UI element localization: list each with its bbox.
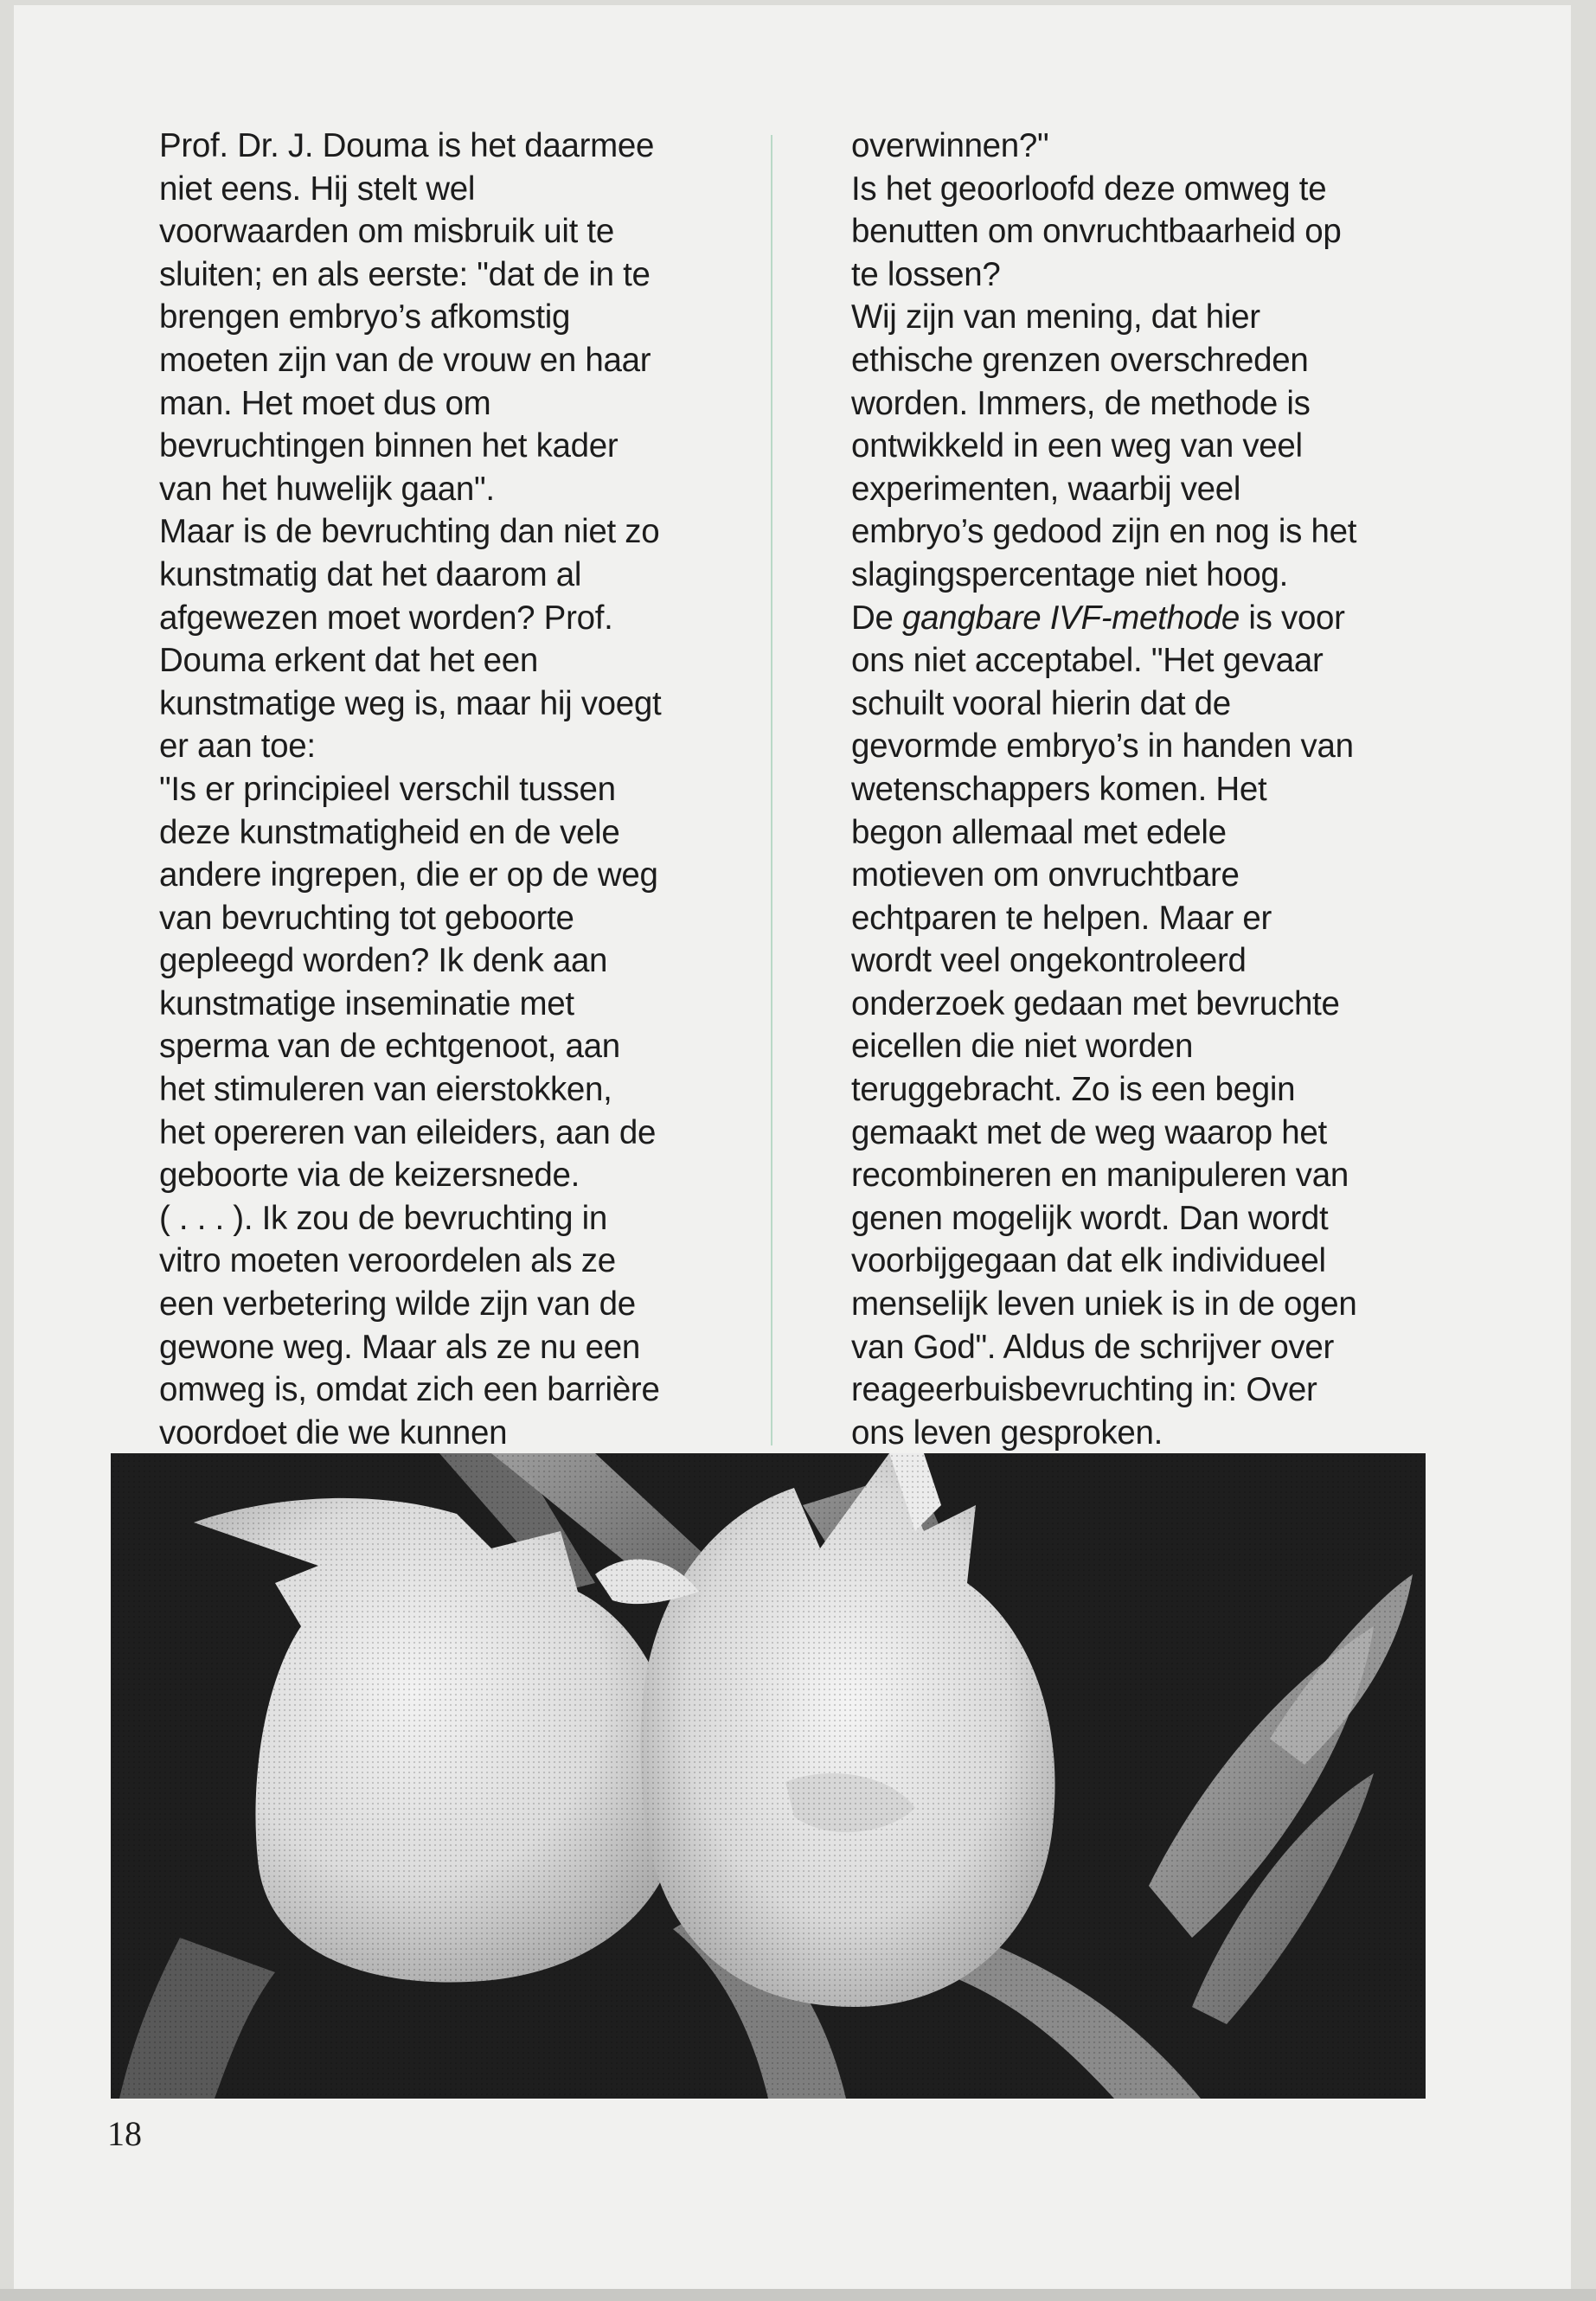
text-line: Maar is de bevruchting dan niet zo xyxy=(159,513,660,551)
text-line: worden. Immers, de methode is xyxy=(851,384,1311,422)
scan-edge xyxy=(0,2289,1596,2301)
text-line: man. Het moet dus om xyxy=(159,384,491,422)
text-line: te lossen? xyxy=(851,255,1001,293)
text-line: van God". Aldus de schrijver over xyxy=(851,1328,1335,1366)
text-line: afgewezen moet worden? Prof. xyxy=(159,599,613,637)
text-line: bevruchtingen binnen het kader xyxy=(159,427,619,465)
text-line: voordoet die we kunnen xyxy=(159,1413,508,1452)
page-number: 18 xyxy=(107,2114,142,2153)
tulip-illustration xyxy=(111,1453,1426,2099)
text-line: ons leven gesproken. xyxy=(851,1413,1163,1452)
text-line: sperma van de echtgenoot, aan xyxy=(159,1028,620,1066)
text-line: recombineren en manipuleren van xyxy=(851,1157,1349,1195)
text-line: genen mogelijk wordt. Dan wordt xyxy=(851,1199,1329,1237)
text-line: kunstmatige inseminatie met xyxy=(159,984,574,1022)
text-line: van het huwelijk gaan". xyxy=(159,470,495,508)
text-line: gepleegd worden? Ik denk aan xyxy=(159,942,608,980)
text-line: Is het geoorloofd deze omweg te xyxy=(851,170,1327,208)
text-line: "Is er principieel verschil tussen xyxy=(159,770,616,808)
text-line: experimenten, waarbij veel xyxy=(851,470,1241,508)
text-line: brengen embryo’s afkomstig xyxy=(159,298,571,336)
text-line: onderzoek gedaan met bevruchte xyxy=(851,984,1340,1022)
magazine-page xyxy=(14,5,1571,2289)
text-line: echtparen te helpen. Maar er xyxy=(851,899,1272,937)
text-line: van bevruchting tot geboorte xyxy=(159,899,574,937)
text-line: geboorte via de keizersnede. xyxy=(159,1157,580,1195)
text-line: Wij zijn van mening, dat hier xyxy=(851,298,1260,336)
text-line: ( . . . ). Ik zou de bevruchting in xyxy=(159,1199,608,1237)
text-line: Douma erkent dat het een xyxy=(159,642,538,680)
article-left-column xyxy=(159,125,747,1454)
text-line: gevormde embryo’s in handen van xyxy=(851,727,1354,766)
text-line: er aan toe: xyxy=(159,727,316,766)
text-line-mixed xyxy=(851,597,1439,640)
text-line: ethische grenzen overschreden xyxy=(851,341,1309,379)
text-line: andere ingrepen, die er op de weg xyxy=(159,856,658,894)
column-divider xyxy=(771,135,772,1445)
text-line: reageerbuisbevruchting in: Over xyxy=(851,1371,1317,1409)
text-line: gemaakt met de weg waarop het xyxy=(851,1113,1327,1151)
text-line: deze kunstmatigheid en de vele xyxy=(159,813,620,851)
text-line: motieven om onvruchtbare xyxy=(851,856,1240,894)
text-line: teruggebracht. Zo is een begin xyxy=(851,1071,1296,1109)
text-run: De xyxy=(851,599,894,637)
text-line: kunstmatig dat het daarom al xyxy=(159,555,582,593)
halftone-texture xyxy=(111,1453,1426,2099)
text-line: ontwikkeld in een weg van veel xyxy=(851,427,1303,465)
text-line: slagingspercentage niet hoog. xyxy=(851,555,1289,593)
text-line: kunstmatige weg is, maar hij voegt xyxy=(159,684,662,722)
text-line: niet eens. Hij stelt wel xyxy=(159,170,476,208)
text-line: eicellen die niet worden xyxy=(851,1028,1194,1066)
text-line: embryo’s gedood zijn en nog is het xyxy=(851,513,1357,551)
text-line: wordt veel ongekontroleerd xyxy=(851,942,1247,980)
text-line: omweg is, omdat zich een barrière xyxy=(159,1371,660,1409)
text-line: voorwaarden om misbruik uit te xyxy=(159,213,614,251)
text-line: het opereren van eileiders, aan de xyxy=(159,1113,657,1151)
text-line: Prof. Dr. J. Douma is het daarmee xyxy=(159,127,655,164)
text-line: voorbijgegaan dat elk individueel xyxy=(851,1242,1326,1280)
flower-photo xyxy=(111,1453,1426,2099)
emphasized-term: gangbare IVF-methode xyxy=(902,599,1240,637)
text-line: begon allemaal met edele xyxy=(851,813,1227,851)
text-line: sluiten; en als eerste: "dat de in te xyxy=(159,255,651,293)
text-line: benutten om onvruchtbaarheid op xyxy=(851,213,1342,251)
text-line: het stimuleren van eierstokken, xyxy=(159,1071,612,1109)
text-line: schuilt vooral hierin dat de xyxy=(851,684,1231,722)
text-run: is voor xyxy=(1248,599,1345,637)
text-line: ons niet acceptabel. "Het gevaar xyxy=(851,642,1324,680)
text-line: overwinnen?" xyxy=(851,127,1049,164)
text-line: gewone weg. Maar als ze nu een xyxy=(159,1328,641,1366)
text-line: vitro moeten veroordelen als ze xyxy=(159,1242,616,1280)
text-line: wetenschappers komen. Het xyxy=(851,770,1267,808)
text-line: menselijk leven uniek is in de ogen xyxy=(851,1285,1357,1324)
text-line: een verbetering wilde zijn van de xyxy=(159,1285,636,1324)
article-right-column xyxy=(851,125,1439,1454)
text-line: moeten zijn van de vrouw en haar xyxy=(159,341,651,379)
